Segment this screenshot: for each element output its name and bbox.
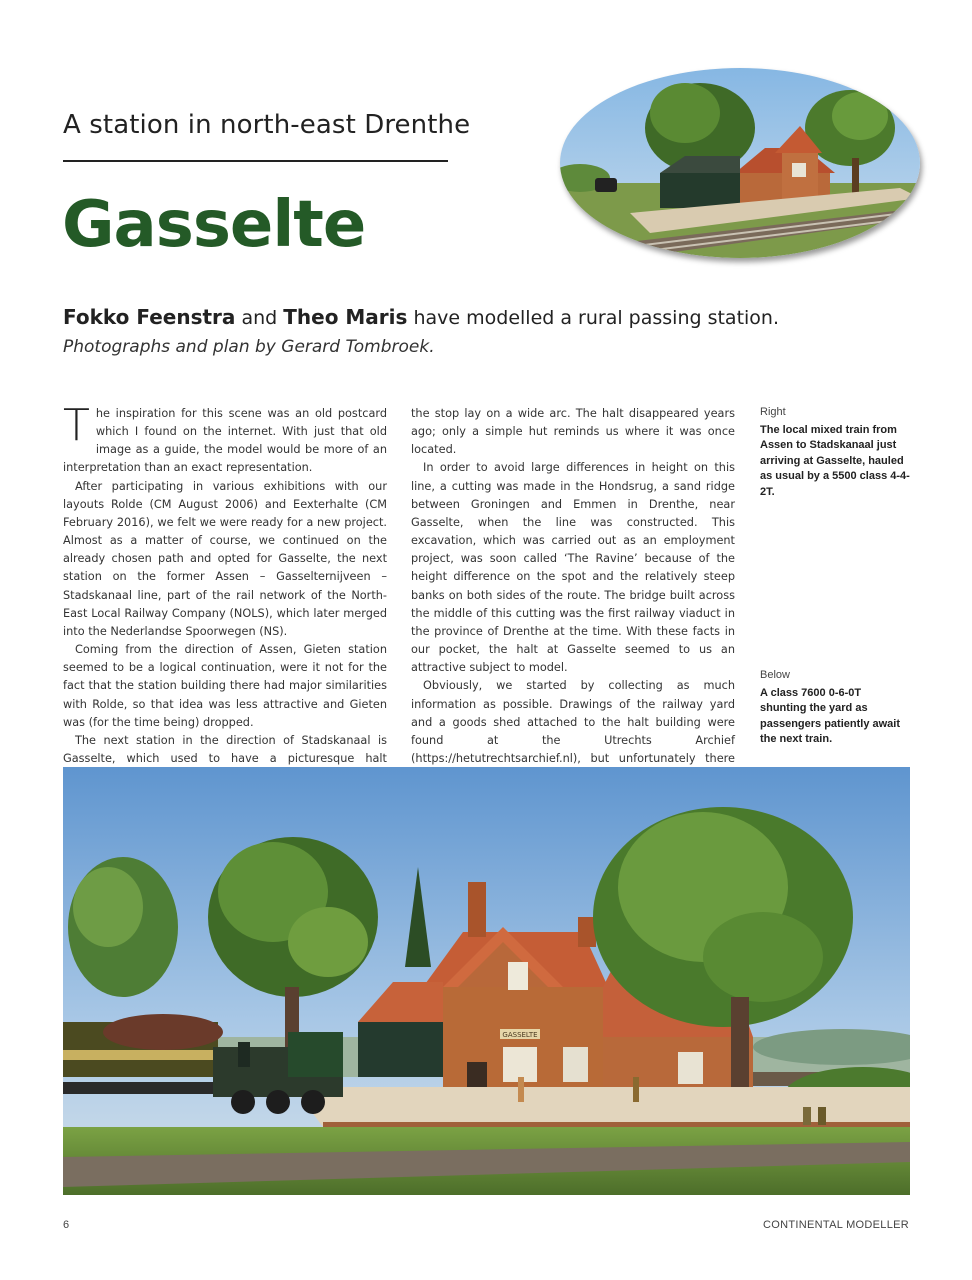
article-kicker: A station in north-east Drenthe bbox=[63, 110, 471, 140]
article-paragraph: In order to avoid large differences in height on this line, a cutting was made in the Hondsrug, a sand ridge between Groningen and Emmen in Drenthe, near Gasselte, when the line was constructed. This excavation, which was carried out as an employment project, was soon called ‘The Ravine’ because of the height difference on the spot and the relatively steep banks on both sides of the route. The bridge built across the middle of this cutting was the first railway viaduct in the province of Drenthe at the time. With these facts in our pocket, the halt at Gasselte seemed to us an attractive subject to model. bbox=[411, 461, 735, 675]
byline-description: have modelled a rural passing station. bbox=[413, 307, 780, 329]
article-paragraph: After participating in various exhibitions with our layouts Rolde (CM August 2006) and Eexterhalte (CM February 2016), we felt we were ready for a new project. Almost as a matter of course, we continued on the already chosen path and opted for Gasselte, the next station on the former Assen – Gasselternijveen – Stadskanaal line, part of the rail network of the North-East Local Railway Company (NOLS), which later merged into the Nederlandse Spoorwegen (NS). bbox=[63, 479, 387, 638]
caption-label: Below bbox=[760, 669, 790, 681]
station-sign: GASSELTE bbox=[502, 1031, 538, 1039]
article-paragraph: Coming from the direction of Assen, Gieten station seemed to be a logical continuation, were it not for the fact that the station building there had major similarities with Rolde, so that idea was less attractive and Gieten was (for the time being) dropped. bbox=[63, 643, 387, 729]
magazine-name: CONTINENTAL MODELLER bbox=[763, 1219, 909, 1231]
drop-cap: T bbox=[63, 400, 90, 451]
title-rule bbox=[63, 160, 448, 162]
caption-below bbox=[760, 668, 910, 748]
author-name: Theo Maris bbox=[283, 305, 408, 329]
caption-right bbox=[760, 405, 910, 500]
main-layout-photo bbox=[63, 767, 910, 1195]
caption-text: The local mixed train from Assen to Stadskanaal just arriving at Gasselte, hauled as usual by a 5500 class 4-4-2T. bbox=[760, 423, 910, 498]
caption-text: A class 7600 0-6-0T shunting the yard as passengers patiently await the next train. bbox=[760, 686, 900, 745]
byline bbox=[63, 305, 779, 329]
byline-conjunction: and bbox=[241, 307, 278, 329]
article-title: Gasselte bbox=[62, 188, 366, 262]
oval-station-photo bbox=[560, 68, 920, 258]
author-name: Fokko Feenstra bbox=[63, 305, 236, 329]
article-paragraph: The next station in the direction of Stadskanaal is Gasselte, which used to have a picturesque halt bbox=[63, 733, 387, 765]
article-paragraph: The inspiration for this scene was an old postcard which I found on the internet. With just that old image as a guide, the model would be more of an interpretation than an exact representation. bbox=[63, 400, 387, 475]
caption-label: Right bbox=[760, 406, 786, 418]
article-paragraph: Obviously, we started by collecting as much information as possible. Drawings of the railway yard and a goods shed attached to the halt building were found at the Utrechts Archief (https://hetutrechtsarchief.nl), but unfortunately there bbox=[411, 679, 735, 765]
article-paragraph: the stop lay on a wide arc. The halt disappeared years ago; only a simple hut reminds us where it was once located. bbox=[411, 407, 735, 457]
photo-credits: Photographs and plan by Gerard Tombroek. bbox=[63, 337, 435, 357]
page-number: 6 bbox=[63, 1219, 70, 1231]
article-column-2 bbox=[411, 405, 735, 823]
article-column-1 bbox=[63, 400, 387, 786]
